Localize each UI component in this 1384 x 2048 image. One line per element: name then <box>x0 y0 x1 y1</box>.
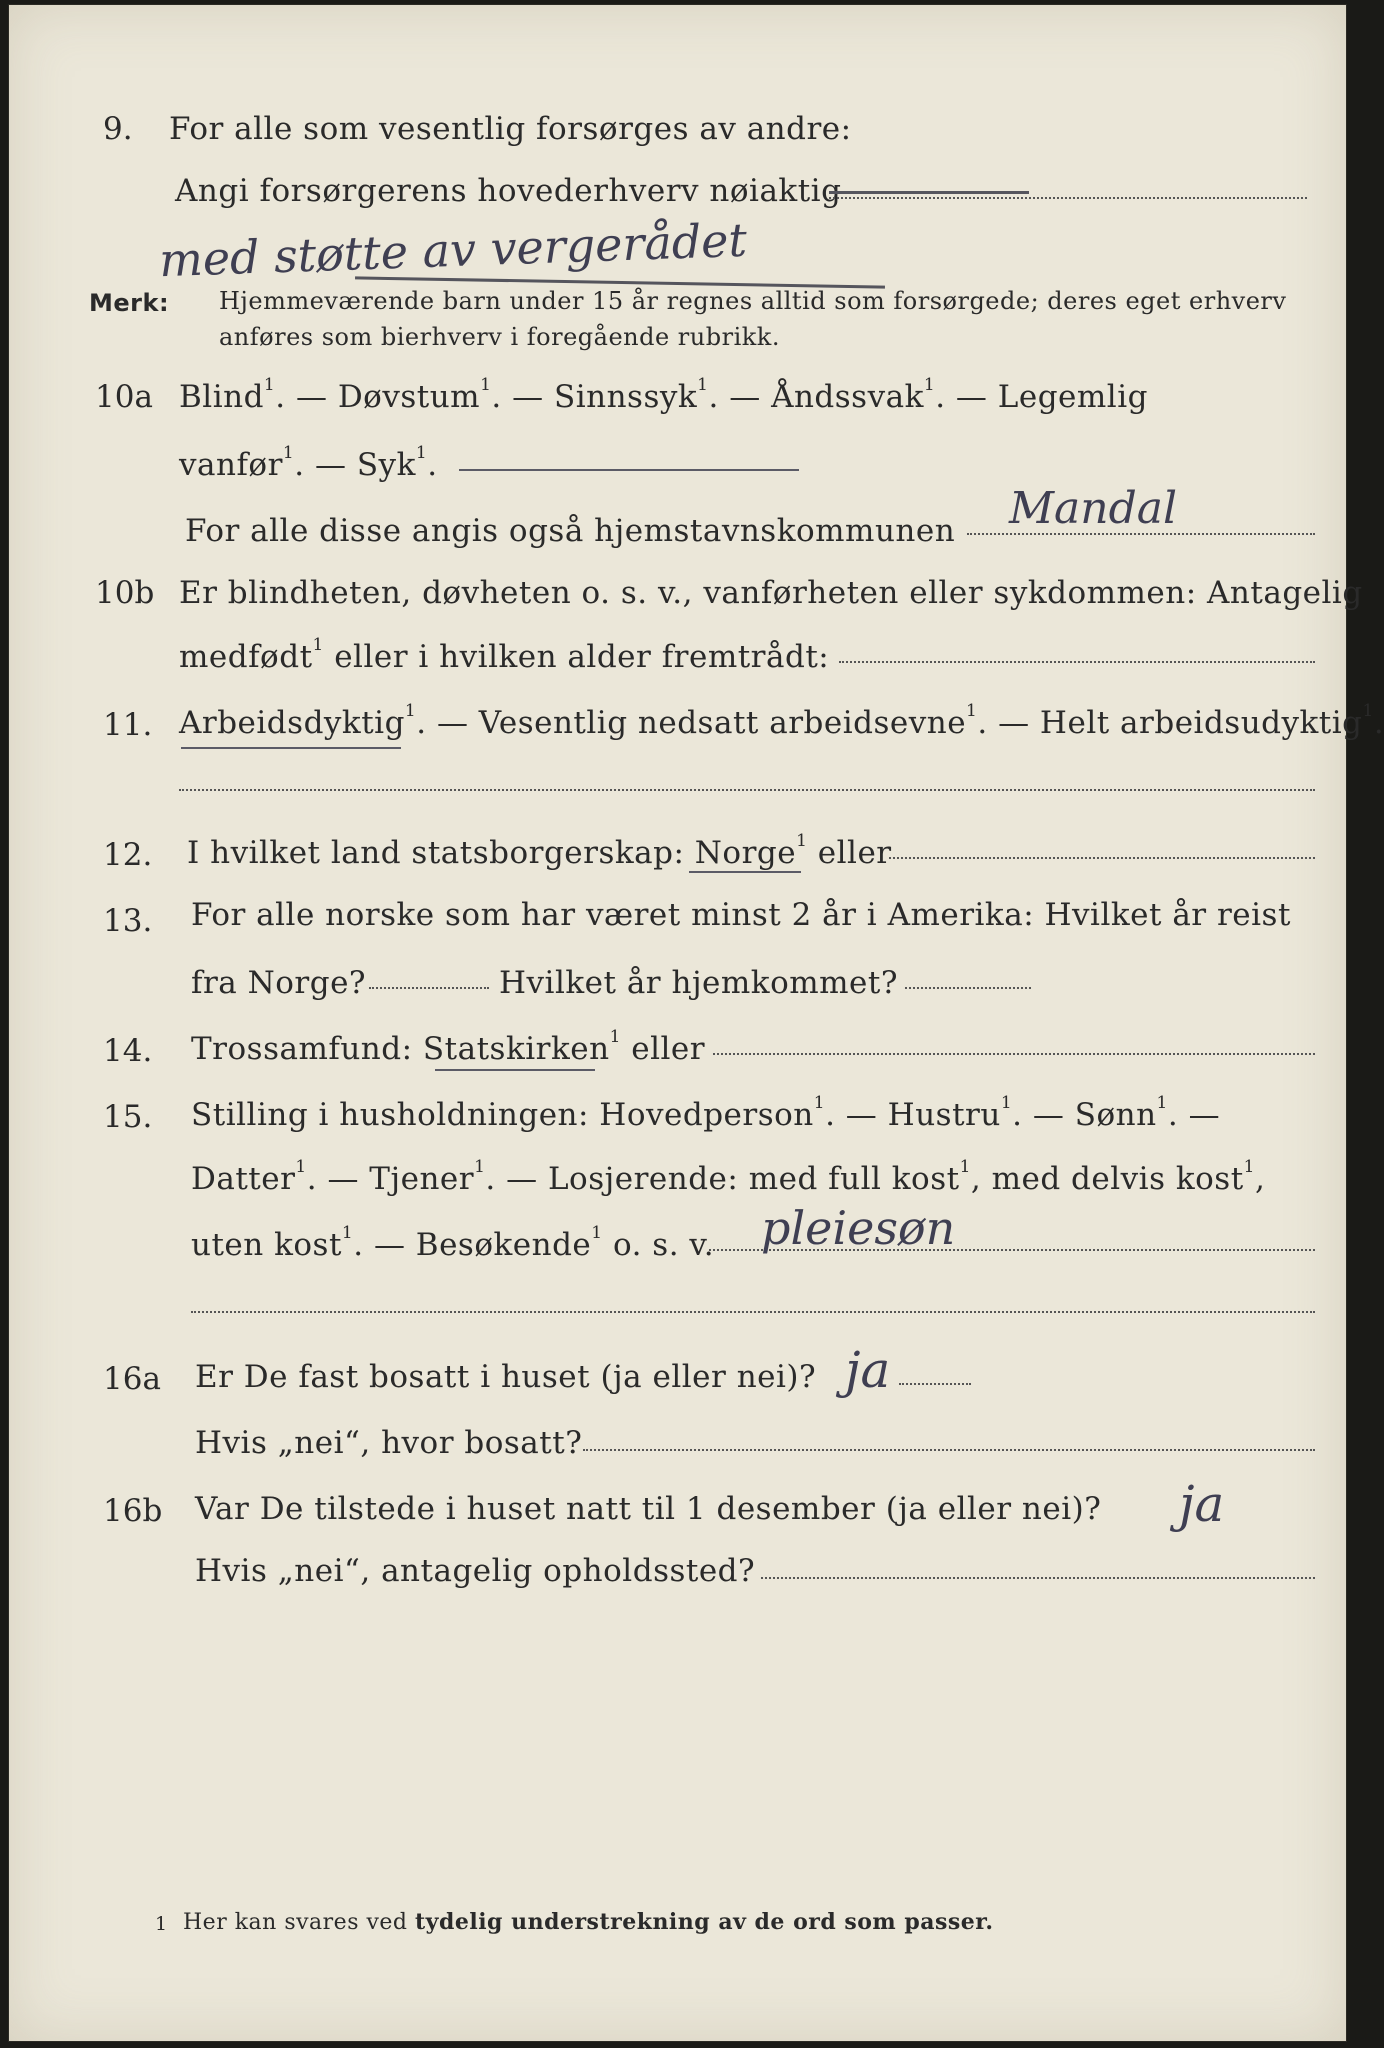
q16b-number: 16b <box>103 1493 163 1529</box>
q13-number: 13. <box>103 903 153 939</box>
q13-line2b: Hvilket år hjemkommet? <box>499 965 898 1001</box>
q10a-line3: For alle disse angis også hjemstavnskommunen <box>185 513 956 549</box>
q11-number: 11. <box>103 707 153 743</box>
q9-strike-mark <box>829 191 1029 194</box>
q9-handwritten-answer: med støtte av vergerådet <box>158 212 748 288</box>
q10a-line2: vanfør$^1$. — Syk$^1$. <box>179 443 438 483</box>
census-form-page <box>8 4 1384 2042</box>
q14-line1: Trossamfund: Statskirken$^1$ eller <box>191 1027 706 1067</box>
q14-answer-line <box>713 1053 1315 1055</box>
q16b-line2: Hvis „nei“, antagelig opholdssted? <box>195 1553 756 1589</box>
q11-answer-line <box>179 789 1315 791</box>
q10b-line2: medfødt$^1$ eller i hvilken alder fremtrådt: <box>179 635 830 675</box>
q16a-line1: Er De fast bosatt i huset (ja eller nei)? <box>195 1359 817 1395</box>
q12-number: 12. <box>103 837 153 873</box>
q10a-handwritten-answer: Mandal <box>1009 483 1178 534</box>
footnote-mark: 1 <box>155 1913 168 1935</box>
q15-handwritten-answer: pleiesøn <box>761 1201 956 1255</box>
q16b-line1: Var De tilstede i huset natt til 1 desember (ja eller nei)? <box>195 1491 1102 1527</box>
q13-line2a: fra Norge? <box>191 965 367 1001</box>
q10a-line1: Blind$^1$. — Døvstum$^1$. — Sinnssyk$^1$. — Åndssvak$^1$. — Legemlig <box>179 375 1148 415</box>
q12-line1: I hvilket land statsborgerskap: Norge$^1$ eller <box>187 831 892 871</box>
q14-underline-mark <box>435 1069 595 1071</box>
q10b-line1: Er blindheten, døvheten o. s. v., vanførheten eller sykdommen: Antagelig <box>179 575 1363 611</box>
q15-extra-line <box>191 1311 1315 1313</box>
q16a-line2: Hvis „nei“, hvor bosatt? <box>195 1425 583 1461</box>
q13-return-line <box>905 987 1031 989</box>
q13-departure-line <box>369 987 489 989</box>
q9-number: 9. <box>103 111 133 147</box>
q15-line1: Stilling i husholdningen: Hovedperson$^1$. — Hustru$^1$. — Sønn$^1$. — <box>191 1093 1221 1133</box>
q15-number: 15. <box>103 1099 153 1135</box>
note-line2: anføres som bierhverv i foregående rubrikk. <box>219 323 780 351</box>
q16a-answer-line <box>899 1383 971 1385</box>
q10a-answer-line <box>459 469 799 471</box>
q14-number: 14. <box>103 1033 153 1069</box>
q12-answer-line <box>889 857 1315 859</box>
q16a-number: 16a <box>103 1361 161 1397</box>
q13-line1: For alle norske som har været minst 2 år i Amerika: Hvilket år reist <box>191 897 1291 933</box>
note-line1: Hjemmeværende barn under 15 år regnes alltid som forsørgede; deres eget erhverv <box>219 287 1287 315</box>
q12-underline-mark <box>689 871 801 873</box>
note-label: Merk: <box>89 289 170 317</box>
q16b-whereabouts-line <box>761 1577 1315 1579</box>
q10b-answer-line <box>839 661 1315 663</box>
q10a-number: 10a <box>95 379 153 415</box>
q9-answer-line <box>829 197 1307 199</box>
footnote-text: Her kan svares ved tydelig understrekning av de ord som passer. <box>183 1909 994 1935</box>
q15-line2: Datter$^1$. — Tjener$^1$. — Losjerende: med full kost$^1$, med delvis kost$^1$, <box>191 1157 1266 1197</box>
q11-line1: Arbeidsdyktig$^1$. — Vesentlig nedsatt arbeidsevne$^1$. — Helt arbeidsudyktig$^1$. <box>179 701 1384 741</box>
q16b-handwritten-answer: ja <box>1179 1475 1225 1533</box>
q9-line1: For alle som vesentlig forsørges av andre: <box>169 111 852 147</box>
q11-underline-mark <box>181 747 401 749</box>
q16a-handwritten-answer: ja <box>845 1341 891 1399</box>
q15-line3: uten kost$^1$. — Besøkende$^1$ o. s. v. <box>191 1223 715 1263</box>
q10b-number: 10b <box>95 575 155 611</box>
q16a-residence-line <box>583 1449 1315 1451</box>
q9-line2: Angi forsørgerens hovederhverv nøiaktig <box>175 173 842 209</box>
